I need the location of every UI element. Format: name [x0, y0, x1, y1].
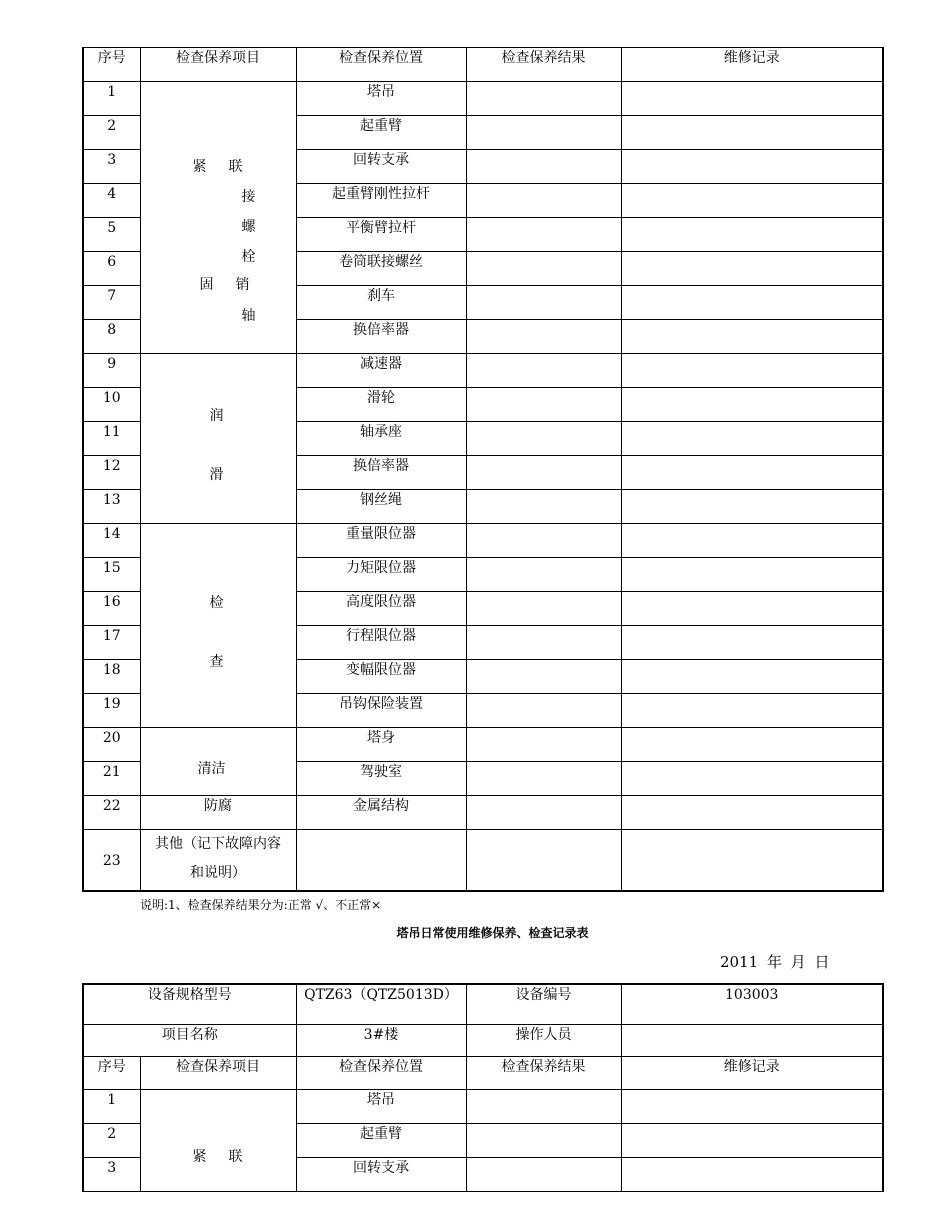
result-cell[interactable]	[466, 252, 621, 286]
repair-cell[interactable]	[621, 1157, 883, 1191]
repair-cell[interactable]	[621, 388, 883, 422]
result-cell[interactable]	[466, 626, 621, 660]
row-no: 23	[83, 830, 140, 892]
repair-cell[interactable]	[621, 728, 883, 762]
row-no: 8	[83, 320, 140, 354]
result-cell[interactable]	[466, 82, 621, 116]
row-no: 16	[83, 592, 140, 626]
result-cell[interactable]	[466, 524, 621, 558]
repair-cell[interactable]	[621, 422, 883, 456]
row-no: 21	[83, 762, 140, 796]
equip-no-label: 设备编号	[466, 984, 621, 1024]
repair-cell[interactable]	[621, 694, 883, 728]
row-position	[296, 830, 466, 892]
row-position: 塔吊	[296, 82, 466, 116]
result-cell[interactable]	[466, 320, 621, 354]
repair-cell[interactable]	[621, 116, 883, 150]
row-no: 19	[83, 694, 140, 728]
row-no: 7	[83, 286, 140, 320]
row-position: 卷筒联接螺丝	[296, 252, 466, 286]
group-char: 润	[209, 408, 224, 424]
result-cell[interactable]	[466, 286, 621, 320]
group-clean	[140, 728, 296, 796]
row-position: 变幅限位器	[296, 660, 466, 694]
repair-cell[interactable]	[621, 626, 883, 660]
row-position: 滑轮	[296, 388, 466, 422]
result-cell[interactable]	[466, 694, 621, 728]
group-fasten	[140, 1089, 296, 1191]
header-result: 检查保养结果	[466, 48, 621, 82]
header-no: 序号	[83, 48, 140, 82]
header-repair: 维修记录	[621, 48, 883, 82]
result-cell[interactable]	[466, 1123, 621, 1157]
repair-cell[interactable]	[621, 218, 883, 252]
repair-cell[interactable]	[621, 830, 883, 892]
group-char: 固	[199, 277, 214, 293]
group-char: 栓	[241, 249, 256, 265]
group-char: 销	[235, 277, 250, 293]
row-no: 9	[83, 354, 140, 388]
repair-cell[interactable]	[621, 1123, 883, 1157]
repair-cell[interactable]	[621, 82, 883, 116]
operator-label: 操作人员	[466, 1024, 621, 1056]
group-char: 联	[228, 159, 243, 175]
row-no: 1	[83, 1089, 140, 1123]
row-position: 回转支承	[296, 1157, 466, 1191]
row-no: 10	[83, 388, 140, 422]
result-cell[interactable]	[466, 184, 621, 218]
result-cell[interactable]	[466, 490, 621, 524]
row-no: 3	[83, 1157, 140, 1191]
repair-cell[interactable]	[621, 490, 883, 524]
group-other: 其他（记下故障内容和说明）	[140, 830, 296, 892]
repair-cell[interactable]	[621, 558, 883, 592]
maintenance-table-1	[82, 47, 884, 892]
group-inspect	[140, 524, 296, 728]
row-position: 力矩限位器	[296, 558, 466, 592]
repair-cell[interactable]	[621, 1089, 883, 1123]
result-cell[interactable]	[466, 218, 621, 252]
project-value[interactable]: 3#楼	[296, 1024, 466, 1056]
result-cell[interactable]	[466, 660, 621, 694]
repair-cell[interactable]	[621, 762, 883, 796]
spec-label: 设备规格型号	[83, 984, 296, 1024]
header-position: 检查保养位置	[296, 48, 466, 82]
group-char: 螺	[241, 219, 256, 235]
group-char: 查	[209, 654, 224, 670]
row-position: 塔身	[296, 728, 466, 762]
group-char: 接	[241, 189, 256, 205]
row-position: 钢丝绳	[296, 490, 466, 524]
row-no: 18	[83, 660, 140, 694]
row-no: 2	[83, 1123, 140, 1157]
group-label: 清洁	[197, 761, 226, 777]
row-no: 11	[83, 422, 140, 456]
row-no: 13	[83, 490, 140, 524]
row-no: 12	[83, 456, 140, 490]
row-position: 起重臂刚性拉杆	[296, 184, 466, 218]
result-cell[interactable]	[466, 456, 621, 490]
group-char: 检	[209, 595, 224, 611]
form-date: 2011 年 月 日	[720, 953, 830, 971]
row-position: 回转支承	[296, 150, 466, 184]
maintenance-table-2	[82, 983, 884, 1192]
header-item: 检查保养项目	[140, 1056, 296, 1089]
repair-cell[interactable]	[621, 252, 883, 286]
row-position: 驾驶室	[296, 762, 466, 796]
result-note: 说明:1、检查保养结果分为:正常 √、不正常×	[140, 898, 382, 912]
group-char: 紧	[192, 159, 207, 175]
repair-cell[interactable]	[621, 456, 883, 490]
header-result: 检查保养结果	[466, 1056, 621, 1089]
result-cell[interactable]	[466, 116, 621, 150]
result-cell[interactable]	[466, 592, 621, 626]
row-position: 起重臂	[296, 1123, 466, 1157]
header-repair: 维修记录	[621, 1056, 883, 1089]
group-fasten	[140, 82, 296, 354]
result-cell[interactable]	[466, 422, 621, 456]
equip-no-value[interactable]: 103003	[621, 984, 883, 1024]
spec-value[interactable]: QTZ63（QTZ5013D）	[296, 984, 466, 1024]
group-lubricate	[140, 354, 296, 524]
header-no: 序号	[83, 1056, 140, 1089]
repair-cell[interactable]	[621, 524, 883, 558]
result-cell[interactable]	[466, 388, 621, 422]
group-char: 滑	[209, 467, 224, 483]
group-char: 轴	[241, 308, 256, 324]
result-cell[interactable]	[466, 762, 621, 796]
repair-cell[interactable]	[621, 354, 883, 388]
row-position: 行程限位器	[296, 626, 466, 660]
project-label: 项目名称	[83, 1024, 296, 1056]
row-no: 22	[83, 796, 140, 830]
row-no: 14	[83, 524, 140, 558]
row-no: 2	[83, 116, 140, 150]
result-cell[interactable]	[466, 354, 621, 388]
group-char: 联	[228, 1148, 243, 1165]
group-char: 紧	[192, 1148, 207, 1165]
row-no: 6	[83, 252, 140, 286]
row-no: 17	[83, 626, 140, 660]
result-cell[interactable]	[466, 1157, 621, 1191]
repair-cell[interactable]	[621, 184, 883, 218]
row-position: 重量限位器	[296, 524, 466, 558]
repair-cell[interactable]	[621, 592, 883, 626]
row-position: 轴承座	[296, 422, 466, 456]
row-position: 吊钩保险装置	[296, 694, 466, 728]
row-no: 1	[83, 82, 140, 116]
row-no: 5	[83, 218, 140, 252]
row-position: 塔吊	[296, 1089, 466, 1123]
row-no: 4	[83, 184, 140, 218]
result-cell[interactable]	[466, 796, 621, 830]
row-position: 刹车	[296, 286, 466, 320]
row-no: 20	[83, 728, 140, 762]
result-cell[interactable]	[466, 1089, 621, 1123]
repair-cell[interactable]	[621, 286, 883, 320]
result-cell[interactable]	[466, 728, 621, 762]
operator-value[interactable]	[621, 1024, 883, 1056]
row-position: 减速器	[296, 354, 466, 388]
row-position: 平衡臂拉杆	[296, 218, 466, 252]
header-position: 检查保养位置	[296, 1056, 466, 1089]
form-title: 塔吊日常使用维修保养、检查记录表	[396, 926, 589, 940]
row-position: 起重臂	[296, 116, 466, 150]
repair-cell[interactable]	[621, 796, 883, 830]
row-no: 3	[83, 150, 140, 184]
repair-cell[interactable]	[621, 320, 883, 354]
result-cell[interactable]	[466, 150, 621, 184]
repair-cell[interactable]	[621, 150, 883, 184]
row-position: 金属结构	[296, 796, 466, 830]
result-cell[interactable]	[466, 830, 621, 892]
repair-cell[interactable]	[621, 660, 883, 694]
row-position: 换倍率器	[296, 320, 466, 354]
row-no: 15	[83, 558, 140, 592]
group-anticorrosion: 防腐	[140, 796, 296, 830]
result-cell[interactable]	[466, 558, 621, 592]
row-position: 换倍率器	[296, 456, 466, 490]
row-position: 高度限位器	[296, 592, 466, 626]
header-item: 检查保养项目	[140, 48, 296, 82]
